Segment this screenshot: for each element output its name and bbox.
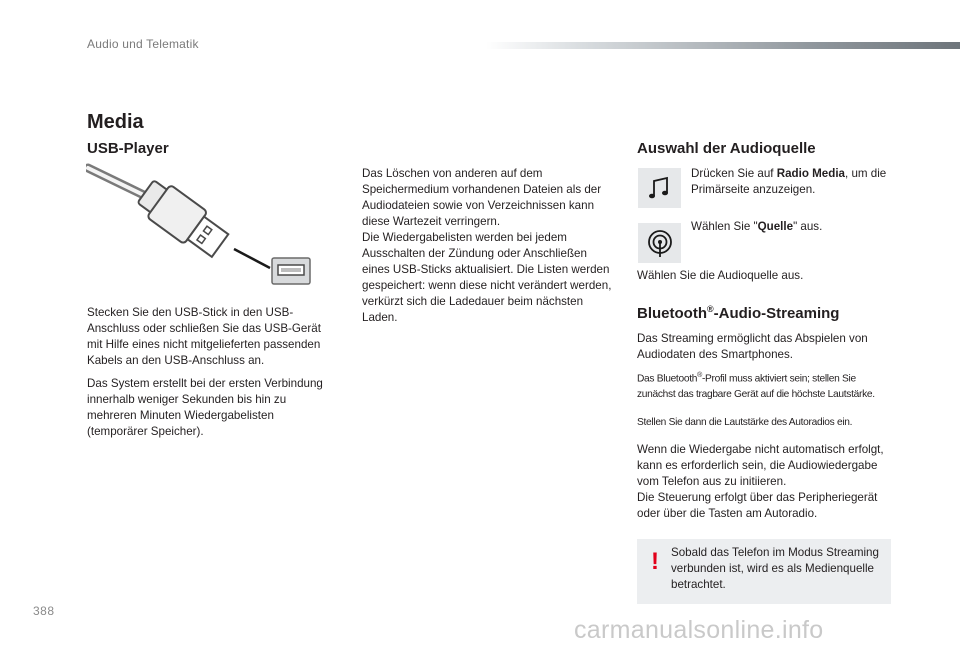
page-number: 388 [33,604,55,618]
usb-instruction-text: Stecken Sie den USB-Stick in den USB-Anschluss oder schließen Sie das USB-Gerät mit Hilfe eines nicht mitgelieferten passenden Kabels an den USB-Anschluss an. [87,306,321,367]
usb-playlist-text: Das System erstellt bei der ersten Verbindung innerhalb weniger Sekunden bis hin zu mehreren Minuten Wiedergabelisten (temporärer Speicher). [87,377,323,438]
bluetooth-playback-text: Wenn die Wiedergabe nicht automatisch erfolgt, kann es erforderlich sein, die Audiowiedergabe vom Telefon aus zu initiieren. [637,443,884,488]
bluetooth-profile-note: Das Bluetooth®-Profil muss aktiviert sein; stellen Sie zunächst das tragbare Gerät auf die höchste Lautstärke. [637,372,875,401]
warning-exclamation-icon: ! [651,548,659,575]
usb-delete-files-text: Das Löschen von anderen auf dem Speichermedium vorhandenen Dateien als der Audiodateien sowie von Verzeichnissen kann diese Wartezeit verringern. [362,167,602,228]
bluetooth-streaming-heading: Bluetooth®-Audio-Streaming [637,304,840,322]
source-step-1-text: Drücken Sie auf Radio Media, um die Primärseite anzuzeigen. [691,167,887,196]
header-gradient-bar [486,42,960,49]
bluetooth-intro-text: Das Streaming ermöglicht das Abspielen von Audiodaten des Smartphones. [637,332,868,361]
page-title: Media [87,111,144,133]
section-header-title: Audio und Telematik [87,37,199,51]
streaming-note-text: Sobald das Telefon im Modus Streaming verbunden ist, wird es als Medienquelle betrachtet. [671,546,879,591]
source-broadcast-icon [638,223,681,263]
bluetooth-control-text: Die Steuerung erfolgt über das Peripheriegerät oder über die Tasten am Autoradio. [637,491,878,520]
source-step-3-text: Wählen Sie die Audioquelle aus. [637,269,804,282]
usb-playlist-update-text: Die Wiedergabelisten werden bei jedem Ausschalten der Zündung oder Anschließen eines USB-Sticks aktualisiert. Die Listen werden gespeichert: wenn diese nicht verändert werden, verkürzt sich die Ladedauer beim nächsten Laden. [362,231,612,324]
usb-player-heading: USB-Player [87,140,169,157]
usb-stick-illustration [86,163,314,287]
source-step-2-text: Wählen Sie "Quelle" aus. [691,220,823,233]
audio-source-heading: Auswahl der Audioquelle [637,140,816,157]
music-note-icon [638,168,681,208]
watermark: carmanualsonline.info [574,616,824,644]
bluetooth-volume-note: Stellen Sie dann die Lautstärke des Autoradios ein. [637,417,853,428]
streaming-note-box [637,539,891,604]
